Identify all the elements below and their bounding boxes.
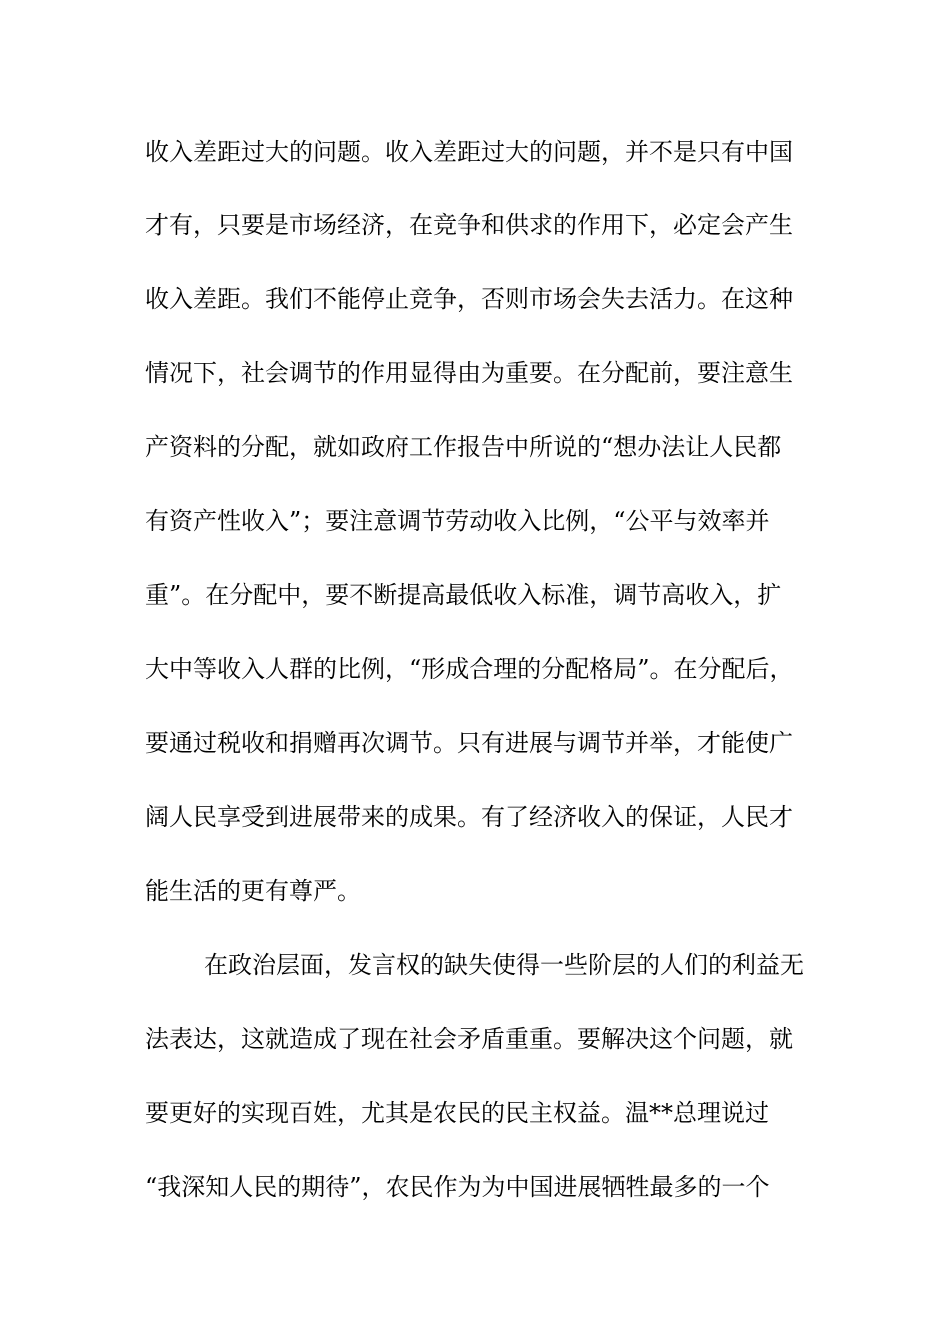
text-line: 收入差距过大的问题。收入差距过大的问题，并不是只有中国 [145,138,793,166]
text-line: 要通过税收和捐赠再次调节。只有进展与调节并举，才能使广 [145,729,793,757]
text-line: 才有，只要是市场经济，在竞争和供求的作用下，必定会产生 [145,211,793,239]
text-line: 大中等收入人群的比例，“形成合理的分配格局”。在分配后， [145,655,794,683]
text-line: 产资料的分配，就如政府工作报告中所说的“想办法让人民都 [145,433,782,461]
text-line: 法表达，这就造成了现在社会矛盾重重。要解决这个问题，就 [145,1025,793,1053]
text-line: 有资产性收入”；要注意调节劳动收入比例，“公平与效率并 [145,507,770,535]
text-line: 阔人民享受到进展带来的成果。有了经济收入的保证，人民才 [145,803,793,831]
text-line: 要更好的实现百姓，尤其是农民的民主权益。温**总理说过 [145,1099,769,1127]
text-line: 重”。在分配中，要不断提高最低收入标准，调节高收入，扩 [145,581,782,609]
text-line: 能生活的更有尊严。 [145,877,361,905]
paragraph-start-line: 在政治层面，发言权的缺失使得一些阶层的人们的利益无 [204,951,804,979]
text-line: 收入差距。我们不能停止竞争，否则市场会失去活力。在这种 [145,285,793,313]
text-line: “我深知人民的期待”，农民作为为中国进展牺牲最多的一个 [145,1173,770,1201]
text-line: 情况下，社会调节的作用显得由为重要。在分配前，要注意生 [145,359,793,387]
